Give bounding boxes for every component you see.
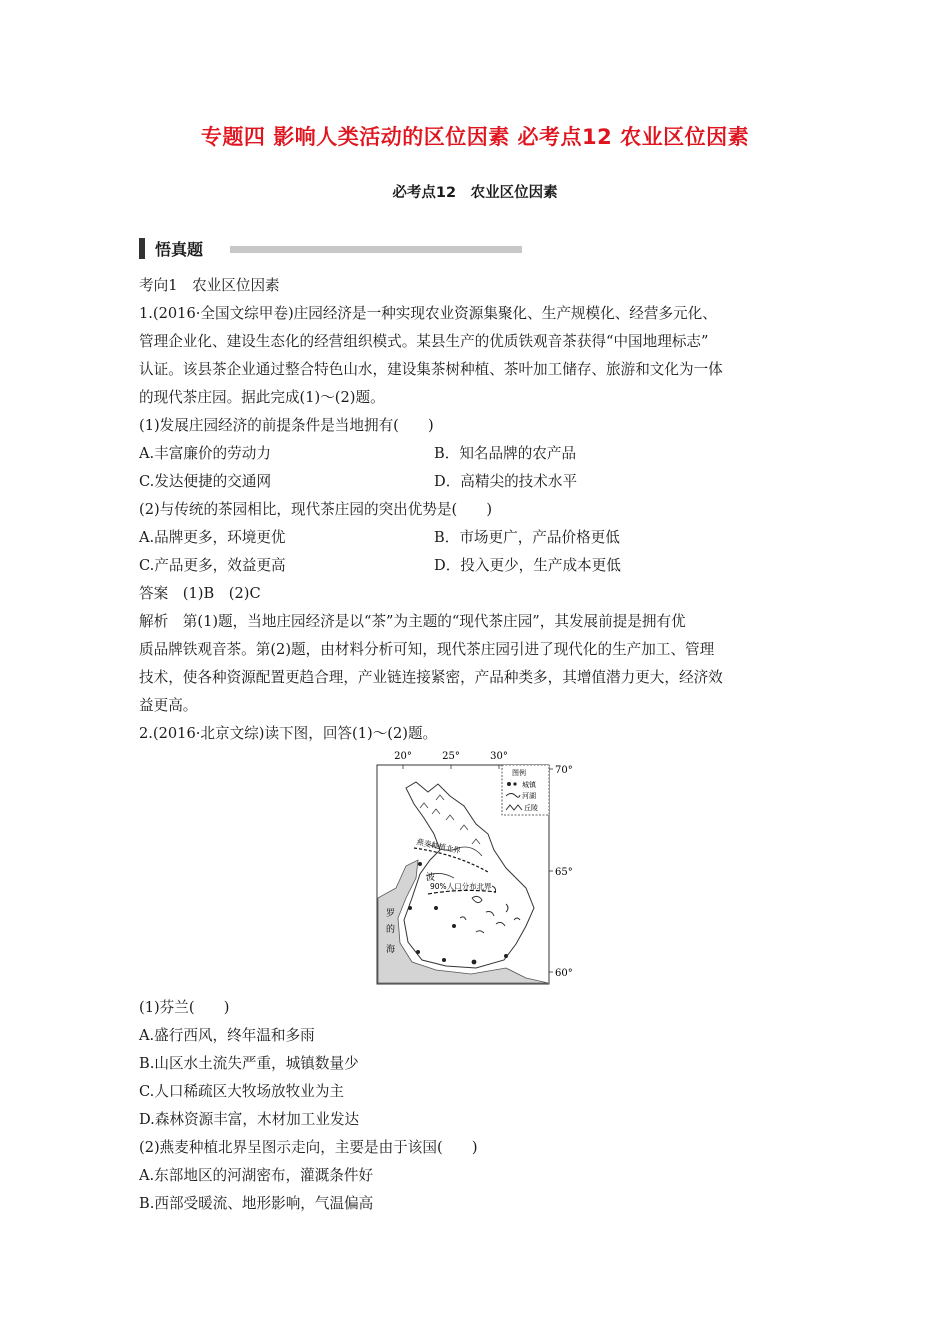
q2-sub2-option-b: B.西部受暖流、地形影响，气温偏高 [139,1195,374,1212]
q1-sub2-option-a: A.品牌更多，环境更优 [139,529,286,546]
q1-sub1-option-d: D．高精尖的技术水平 [434,473,578,490]
sea-label-char: 罗 [386,909,396,919]
finland-map [376,748,576,988]
q1-sub2-option-d: D．投入更少，生产成本更低 [434,557,621,574]
q1-sub1-option-c: C.发达便捷的交通网 [139,473,272,490]
section-heading [139,236,203,260]
sea-label-char: 的 [386,925,396,935]
q1-stem-line: 的现代茶庄园。据此完成(1)～(2)题。 [139,389,385,406]
q1-analysis-line: 解析 第(1)题，当地庄园经济是以“茶”为主题的“现代茶庄园”，其发展前提是拥有优 [139,613,686,630]
legend-town: 城镇 [522,781,536,789]
lat-label: 60° [555,968,573,979]
lat-label: 70° [555,765,573,776]
legend-town-icon [507,782,511,786]
sea-label-char: 海 [386,945,396,955]
q1-stem-line: 1.(2016·全国文综甲卷)庄园经济是一种实现农业资源集聚化、生产规模化、经营多元化、 [139,305,717,322]
q1-stem-line: 认证。该县茶企业通过整合特色山水，建设集茶树种植、茶叶加工储存、旅游和文化为一体 [139,361,723,378]
lon-label: 30° [490,751,508,762]
sub-title: 必考点12 农业区位因素 [392,185,558,201]
q1-sub1-option-b: B．知名品牌的农产品 [434,445,577,462]
q2-sub1-question: (1)芬兰( ) [139,999,230,1016]
q2-sub1-option-c: C.人口稀疏区大牧场放牧业为主 [139,1083,345,1100]
q2-sub2-question: (2)燕麦种植北界呈图示走向，主要是由于该国( ) [139,1139,478,1156]
q2-sub1-option-d: D.森林资源丰富，木材加工业发达 [139,1111,360,1128]
sea-label-char: 波 [426,873,436,883]
q1-sub2-option-b: B．市场更广，产品价格更低 [434,529,620,546]
legend-hill: 丘陵 [524,804,538,812]
section-bar-icon [139,238,145,259]
section-divider [230,246,522,253]
legend-river: 河湖 [522,792,536,800]
q2-stem: 2.(2016·北京文综)读下图，回答(1)～(2)题。 [139,725,438,742]
topic-label: 考向1 农业区位因素 [139,277,280,294]
lat-label: 65° [555,867,573,878]
q1-analysis-line: 技术，使各种资源配置更趋合理，产业链连接紧密，产品种类多，其增值潜力更大，经济效 [139,669,723,686]
q1-stem-line: 管理企业化、建设生态化的经营组织模式。某县生产的优质铁观音茶获得“中国地理标志” [139,333,709,350]
q2-sub1-option-b: B.山区水土流失严重，城镇数量少 [139,1055,359,1072]
main-title: 专题四 影响人类活动的区位因素 必考点12 农业区位因素 [200,125,750,149]
lon-label: 25° [442,751,460,762]
lon-label: 20° [394,751,412,762]
q1-sub1-option-a: A.丰富廉价的劳动力 [139,445,271,462]
population-boundary-label: 90%人口分布北界 [430,882,492,891]
legend-title: 图例 [512,769,526,777]
section-label: 悟真题 [155,239,204,259]
oat-boundary-label: 燕麦种植北界 [415,837,462,856]
q2-sub1-option-a: A.盛行西风，终年温和多雨 [139,1027,315,1044]
q1-analysis-line: 益更高。 [139,697,198,714]
q1-sub2-option-c: C.产品更多，效益更高 [139,557,286,574]
q1-sub2-question: (2)与传统的茶园相比，现代茶庄园的突出优势是( ) [139,501,493,518]
q2-sub2-option-a: A.东部地区的河湖密布，灌溉条件好 [139,1167,374,1184]
q1-analysis-line: 质品牌铁观音茶。第(2)题，由材料分析可知，现代茶庄园引进了现代化的生产加工、管理 [139,641,715,658]
q1-answer: 答案 (1)B (2)C [139,585,261,602]
q1-sub1-question: (1)发展庄园经济的前提条件是当地拥有( ) [139,417,434,434]
